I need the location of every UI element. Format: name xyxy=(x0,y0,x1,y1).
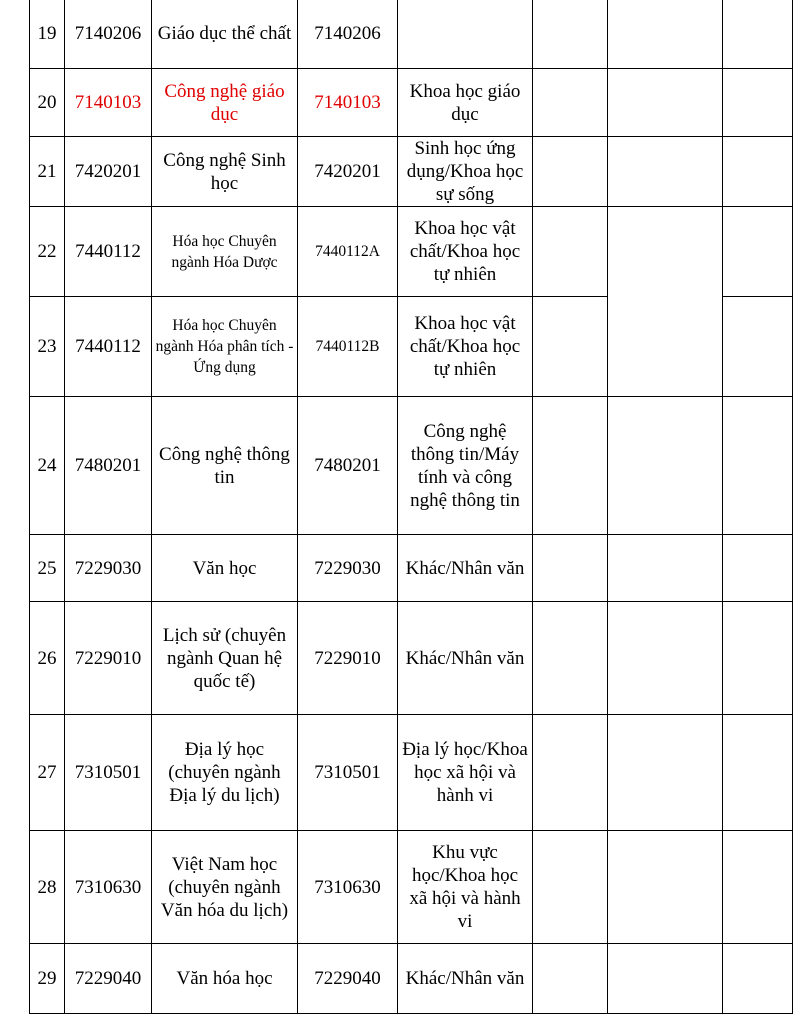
empty-cell xyxy=(723,715,793,831)
major-name: Văn hóa học xyxy=(152,944,298,1014)
row-number: 29 xyxy=(30,944,65,1014)
row-number: 27 xyxy=(30,715,65,831)
registration-code: 7420201 xyxy=(298,137,398,207)
table-body xyxy=(30,0,793,1014)
major-code: 7310630 xyxy=(65,831,152,944)
row-number: 25 xyxy=(30,535,65,602)
registration-code: 7140206 xyxy=(298,0,398,69)
empty-cell xyxy=(608,944,723,1014)
registration-code: 7229010 xyxy=(298,602,398,715)
table-row xyxy=(30,602,793,715)
table-row xyxy=(30,0,793,69)
row-number: 19 xyxy=(30,0,65,69)
table-row xyxy=(30,831,793,944)
field-group: Khác/Nhân văn xyxy=(398,602,533,715)
major-name: Giáo dục thể chất xyxy=(152,0,298,69)
registration-code: 7310630 xyxy=(298,831,398,944)
major-name: Công nghệ thông tin xyxy=(152,397,298,535)
major-name: Địa lý học (chuyên ngành Địa lý du lịch) xyxy=(152,715,298,831)
major-name: Công nghệ Sinh học xyxy=(152,137,298,207)
empty-cell xyxy=(723,397,793,535)
empty-cell xyxy=(723,602,793,715)
registration-code: 7440112A xyxy=(298,207,398,297)
row-number: 20 xyxy=(30,69,65,137)
row-number: 26 xyxy=(30,602,65,715)
field-group xyxy=(398,0,533,69)
major-name: Hóa học Chuyên ngành Hóa phân tích - Ứng dụng xyxy=(152,297,298,397)
empty-cell xyxy=(608,137,723,207)
field-group: Khác/Nhân văn xyxy=(398,535,533,602)
table-row xyxy=(30,69,793,137)
empty-cell xyxy=(723,297,793,397)
empty-cell xyxy=(723,137,793,207)
empty-cell xyxy=(608,297,723,397)
major-code: 7480201 xyxy=(65,397,152,535)
empty-cell xyxy=(533,944,608,1014)
empty-cell xyxy=(608,0,723,69)
empty-cell xyxy=(533,602,608,715)
empty-cell xyxy=(533,535,608,602)
row-number: 28 xyxy=(30,831,65,944)
table-row xyxy=(30,535,793,602)
major-code: 7140206 xyxy=(65,0,152,69)
row-number: 22 xyxy=(30,207,65,297)
row-number: 21 xyxy=(30,137,65,207)
empty-cell xyxy=(533,715,608,831)
major-name: Việt Nam học (chuyên ngành Văn hóa du lịch) xyxy=(152,831,298,944)
major-code: 7310501 xyxy=(65,715,152,831)
registration-code: 7480201 xyxy=(298,397,398,535)
field-group: Khác/Nhân văn xyxy=(398,944,533,1014)
empty-cell xyxy=(533,297,608,397)
empty-cell xyxy=(533,69,608,137)
empty-cell xyxy=(608,535,723,602)
registration-code: 7140103 xyxy=(298,69,398,137)
majors-table xyxy=(29,0,793,1014)
major-name: Hóa học Chuyên ngành Hóa Dược xyxy=(152,207,298,297)
major-code: 7420201 xyxy=(65,137,152,207)
empty-cell xyxy=(723,207,793,297)
row-number: 24 xyxy=(30,397,65,535)
major-name: Lịch sử (chuyên ngành Quan hệ quốc tế) xyxy=(152,602,298,715)
table-row xyxy=(30,207,793,297)
major-name: Công nghệ giáo dục xyxy=(152,69,298,137)
empty-cell xyxy=(723,944,793,1014)
registration-code: 7440112B xyxy=(298,297,398,397)
field-group: Khu vực học/Khoa học xã hội và hành vi xyxy=(398,831,533,944)
empty-cell xyxy=(608,69,723,137)
table-row xyxy=(30,944,793,1014)
empty-cell xyxy=(723,0,793,69)
major-code: 7229010 xyxy=(65,602,152,715)
field-group: Khoa học vật chất/Khoa học tự nhiên xyxy=(398,207,533,297)
empty-cell xyxy=(533,397,608,535)
field-group: Địa lý học/Khoa học xã hội và hành vi xyxy=(398,715,533,831)
major-code: 7440112 xyxy=(65,297,152,397)
table-row xyxy=(30,137,793,207)
row-number: 23 xyxy=(30,297,65,397)
empty-cell xyxy=(608,602,723,715)
field-group: Công nghệ thông tin/Máy tính và công nghệ thông tin xyxy=(398,397,533,535)
registration-code: 7229030 xyxy=(298,535,398,602)
major-code: 7229040 xyxy=(65,944,152,1014)
registration-code: 7310501 xyxy=(298,715,398,831)
empty-cell xyxy=(533,137,608,207)
table-row xyxy=(30,297,793,397)
empty-cell xyxy=(533,831,608,944)
table-row xyxy=(30,397,793,535)
empty-cell xyxy=(723,69,793,137)
table-row xyxy=(30,715,793,831)
empty-cell xyxy=(533,207,608,297)
major-code: 7229030 xyxy=(65,535,152,602)
empty-cell xyxy=(608,715,723,831)
major-code: 7440112 xyxy=(65,207,152,297)
empty-cell xyxy=(608,831,723,944)
empty-cell xyxy=(723,831,793,944)
empty-cell xyxy=(533,0,608,69)
empty-cell xyxy=(608,207,723,297)
registration-code: 7229040 xyxy=(298,944,398,1014)
major-code: 7140103 xyxy=(65,69,152,137)
field-group: Khoa học giáo dục xyxy=(398,69,533,137)
empty-cell xyxy=(723,535,793,602)
field-group: Khoa học vật chất/Khoa học tự nhiên xyxy=(398,297,533,397)
empty-cell xyxy=(608,397,723,535)
field-group: Sinh học ứng dụng/Khoa học sự sống xyxy=(398,137,533,207)
major-name: Văn học xyxy=(152,535,298,602)
